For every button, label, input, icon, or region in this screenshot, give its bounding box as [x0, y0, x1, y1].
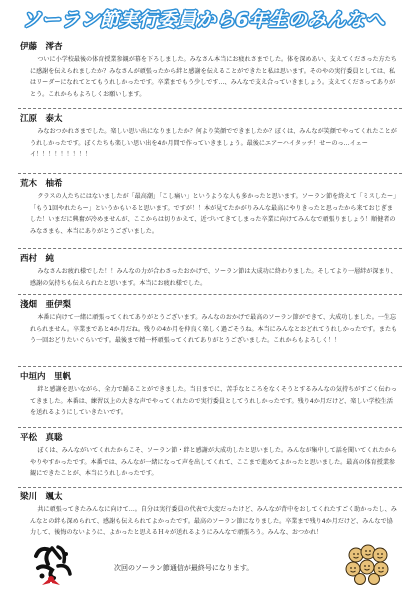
message-text: 共に頑張ってきたみんなに向けて…。自分は実行委員の代表で大変だったけど、みんなが背中をおしてくれたすごく助かったし、みんなとの絆も深められて、感謝も伝えられてよかったです。最高のソーラン節になりました。卒業まで残り4か月だけど、みんなで協力して、後悔のないように、よかったと思えるＨ々が送れるようにみんなで頑張ろう。みんな、おつかれ！: [30, 506, 397, 537]
message-text: 絆と感謝を思いながら、全力で踊ることができました。当日までに、苦手なところをなくそうとするみんなの気持ちがすごく伝わってきました。本番は、練習以上の大きな声でやってくれたので実行委員としてうれしかったです。残り4か月だけど、楽しい学校生活を送れるようにしていきたいです。: [30, 386, 397, 417]
section-divider: [18, 108, 402, 109]
author-name: 江原 泰太: [20, 114, 63, 124]
author-name: 伊藤 澪杏: [20, 42, 63, 52]
section-divider: [18, 487, 402, 488]
section-divider: [18, 173, 402, 174]
author-name: 淺畑 亜伊梨: [20, 300, 72, 310]
message-text: みなおつかれさまでした。楽しい思い出になりましたか？何より笑顔でできましたか？ぼくは、みんなが笑顔でやってくれたことがうれしかったです。ぼくたちも楽しい思い出を4か月間で作っていきましょう。最後にエアーハイタッチ！せーのっ…イェーイ！！！！！！！！！: [30, 128, 397, 159]
author-name: 中垣内 里帆: [20, 372, 72, 382]
page-title: ソーラン節実行委員から6年生のみんなへ: [22, 9, 385, 31]
author-name: 荒木 柚希: [20, 179, 63, 189]
author-name: 西村 純: [20, 254, 55, 264]
author-name: 梁川 颯太: [20, 492, 63, 502]
section-divider: [18, 427, 402, 428]
message-text: ついに小学校最後の体育授業参観が幕を下ろしました。みなさん本当にお疲れさまでした。体を深めあい、支えてくださった方たちに感謝を伝えられましたか？みなさんが頑張ったから絆と感謝を伝えることができたと私は思います。そのやの実行委員としては、私はリーダーになれてとてもうれしかったです。卒業までもう少しです…、みんなで支え合っていきましょう。支えてくださってありがとう。これからもよろしくお願いします。: [30, 56, 397, 98]
message-text: 本番に向けて一緒に頑張ってくれてありがとうございます。みんなのおかげで最高のソーラン節ができて、大成功しました。一生忘れられません。卒業まであと4か月だね。残りの4か月を仲良く楽しく過ごそうね。本当にみんなとおどれてうれしかったです。またもう一回おどりたいぐらいです。最後まで精一杯頑張ってくれてありがとうございました。これからもよろしく！！: [30, 314, 398, 345]
section-divider: [18, 366, 402, 367]
smiley-faces-icon: [344, 543, 390, 585]
section-divider: [18, 248, 402, 249]
footer-note: 次回のソーラン節通信が最終号になります。: [114, 564, 254, 572]
message-text: クラスの人たちにはないましたが「最高潮」「こし痛い」というような人も多かったと思います。ソーラン節を終えて「ミスしたー」「もう1回やれたらー」というかもいると思います。ですが！！本が見てたかがりみんな最高にやりきったと思ったから来ておじぎました！いまだに興奮が冷めませんが、ここからは切りかえて、近づいてきてしまった卒業に向けてみんなで頑張りましょう！順健者のみなさまも、本当にありがとうございました。: [30, 193, 397, 235]
message-text: みなさんお疲れ様でした！！みんなの力が合わさったおかげで、ソーラン節は大成功に終わりました。そしてより一層絆が深まり、感謝の気持ちも伝えられたと思います。本当にお疲れ様でした。: [30, 268, 397, 287]
soran-logo-icon: [30, 542, 76, 586]
section-divider: [18, 294, 402, 295]
author-name: 平松 真聡: [20, 433, 63, 443]
message-text: ぼくは、みんながいてくれたからこそ、ソーラン節・絆と感謝が大成功したと思いました。みんなが集中して話を聞いてくれたからやりやすかったです。本番では、みんなが一緒になって声を出してくれて、ここまで進めてよかったと思いました。最高の体育授業参観にできたことが、本当にうれしかったです。: [30, 447, 397, 478]
